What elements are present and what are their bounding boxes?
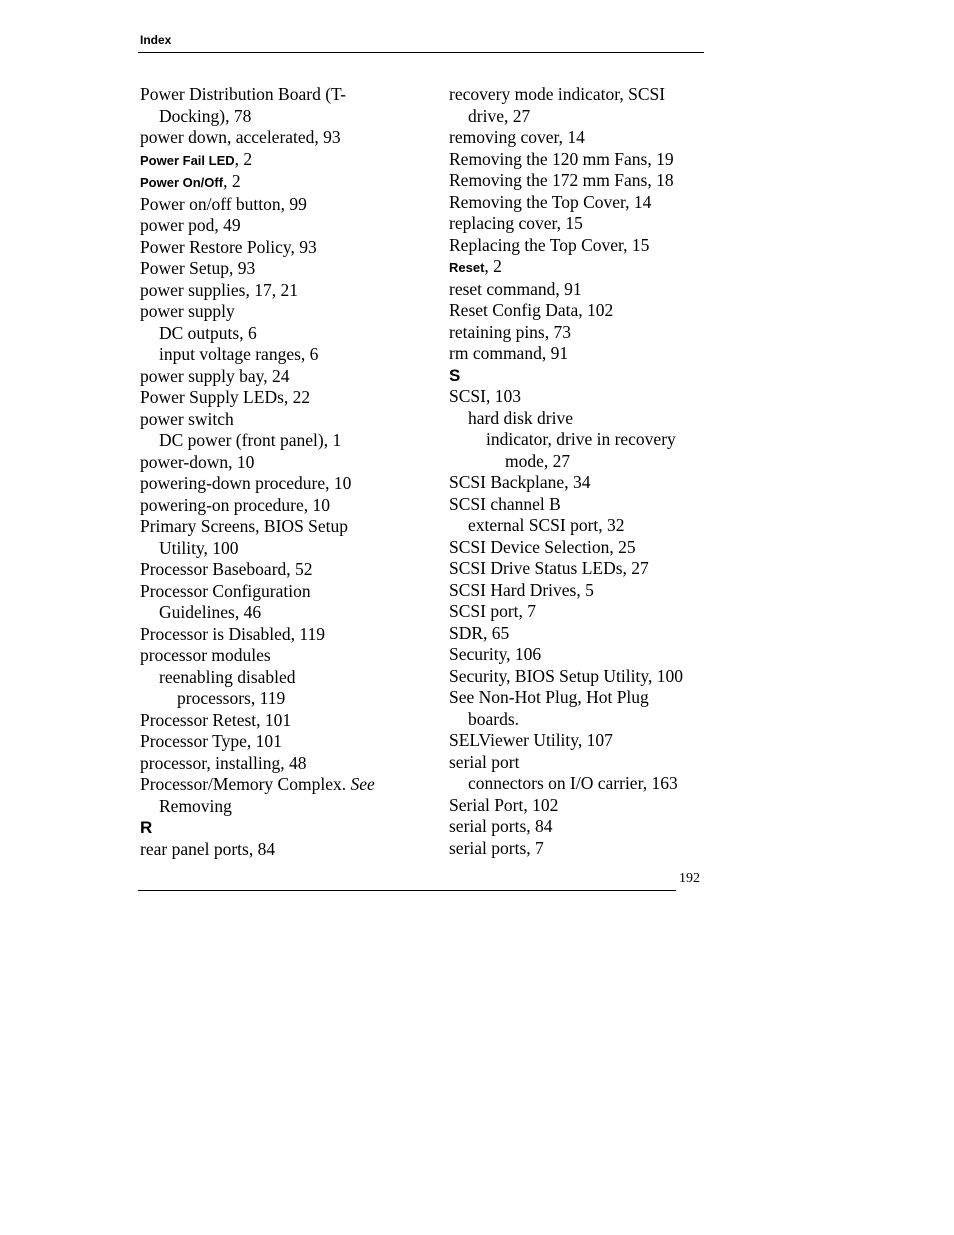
index-entry: rm command, 91 xyxy=(449,343,569,363)
index-entry: serial ports, 84 xyxy=(449,816,553,836)
index-entry: SCSI, 103 xyxy=(449,386,521,406)
index-entry: drive, 27 xyxy=(468,105,531,126)
index-entry: Guidelines, 46 xyxy=(159,602,262,622)
index-term: Reset xyxy=(449,260,485,275)
index-entry: DC power (front panel), 1 xyxy=(159,430,342,450)
index-entry xyxy=(449,256,719,279)
index-entry: SDR, 65 xyxy=(449,622,510,643)
index-entry: power supply xyxy=(140,301,235,321)
index-entry: powering-down procedure, 10 xyxy=(140,473,352,493)
index-entry: processor, installing, 48 xyxy=(140,752,307,773)
index-entry: reset command, 91 xyxy=(449,278,582,299)
index-letter-heading: R xyxy=(140,818,153,837)
index-entry: power supply bay, 24 xyxy=(140,365,290,386)
index-entry: input voltage ranges, 6 xyxy=(159,344,319,364)
index-entry: serial ports, 7 xyxy=(449,837,544,858)
index-entry xyxy=(140,774,440,796)
index-entry: rear panel ports, 84 xyxy=(140,838,276,859)
index-entry: Power Setup, 93 xyxy=(140,258,256,278)
index-entry: Power Supply LEDs, 22 xyxy=(140,387,311,407)
index-entry: Processor Type, 101 xyxy=(140,731,282,751)
index-entry: Removing xyxy=(159,795,232,816)
header-rule xyxy=(138,52,704,53)
index-entry: powering-on procedure, 10 xyxy=(140,494,331,515)
index-entry: SCSI Device Selection, 25 xyxy=(449,536,636,557)
index-pages: , 2 xyxy=(484,256,502,276)
index-entry: SCSI port, 7 xyxy=(449,601,537,621)
index-entry: processor modules xyxy=(140,645,271,665)
index-entry: Security, BIOS Setup Utility, 100 xyxy=(449,665,683,686)
index-entry: SCSI Backplane, 34 xyxy=(449,472,591,492)
index-entry: Processor Baseboard, 52 xyxy=(140,559,313,579)
index-entry: processors, 119 xyxy=(177,688,286,708)
index-column-left xyxy=(140,84,440,860)
footer-rule xyxy=(138,890,676,891)
index-entry: Security, 106 xyxy=(449,644,542,664)
index-entry: power down, accelerated, 93 xyxy=(140,127,341,147)
index-entry: mode, 27 xyxy=(505,450,571,471)
index-entry: SCSI Drive Status LEDs, 27 xyxy=(449,558,649,578)
index-entry: Reset Config Data, 102 xyxy=(449,300,614,320)
index-entry: removing cover, 14 xyxy=(449,127,585,147)
index-entry: SCSI Hard Drives, 5 xyxy=(449,579,594,600)
index-entry: Primary Screens, BIOS Setup xyxy=(140,516,349,536)
index-entry: Processor Configuration xyxy=(140,580,311,601)
index-term: Processor/Memory Complex. xyxy=(140,774,351,794)
index-column-right xyxy=(449,84,719,859)
index-entry: power pod, 49 xyxy=(140,215,241,235)
index-entry: power supplies, 17, 21 xyxy=(140,279,298,300)
index-entry xyxy=(140,149,440,172)
index-entry: power-down, 10 xyxy=(140,451,255,472)
index-pages: , 2 xyxy=(223,171,241,191)
index-entry: Processor is Disabled, 119 xyxy=(140,623,326,644)
index-entry: Power Restore Policy, 93 xyxy=(140,236,317,257)
index-entry: hard disk drive xyxy=(468,407,573,428)
index-entry: indicator, drive in recovery xyxy=(486,429,676,449)
index-entry: Removing the 172 mm Fans, 18 xyxy=(449,170,674,190)
index-entry: reenabling disabled xyxy=(159,666,296,687)
index-letter-heading: S xyxy=(449,365,461,385)
index-entry: replacing cover, 15 xyxy=(449,213,583,233)
running-header: Index xyxy=(140,33,172,47)
index-entry xyxy=(140,171,440,194)
index-entry: serial port xyxy=(449,751,520,772)
index-entry: SELViewer Utility, 107 xyxy=(449,730,613,750)
index-pages: , 2 xyxy=(234,148,253,169)
index-entry: recovery mode indicator, SCSI xyxy=(449,84,666,104)
page-number: 192 xyxy=(679,871,700,886)
index-term: Power On/Off xyxy=(140,175,224,190)
index-entry: connectors on I/O carrier, 163 xyxy=(468,773,678,793)
index-entry: Utility, 100 xyxy=(159,537,239,558)
index-entry: SCSI channel B xyxy=(449,493,561,514)
index-entry: external SCSI port, 32 xyxy=(468,515,625,535)
index-entry: Removing the Top Cover, 14 xyxy=(449,191,652,212)
index-entry: power switch xyxy=(140,408,234,429)
index-entry: Removing the 120 mm Fans, 19 xyxy=(449,148,674,169)
index-term: Power Fail LED xyxy=(140,152,235,168)
index-entry: Processor Retest, 101 xyxy=(140,709,292,730)
index-entry: DC outputs, 6 xyxy=(159,322,257,343)
index-entry: Replacing the Top Cover, 15 xyxy=(449,234,650,255)
index-entry: Power on/off button, 99 xyxy=(140,193,307,214)
index-entry: See Non-Hot Plug, Hot Plug xyxy=(449,687,649,707)
index-see-reference: See xyxy=(350,774,375,794)
index-entry: Docking), 78 xyxy=(159,105,252,126)
index-entry: Serial Port, 102 xyxy=(449,794,559,815)
index-entry: retaining pins, 73 xyxy=(449,321,571,342)
index-entry: Power Distribution Board (T- xyxy=(140,84,346,104)
index-entry: boards. xyxy=(468,708,520,729)
